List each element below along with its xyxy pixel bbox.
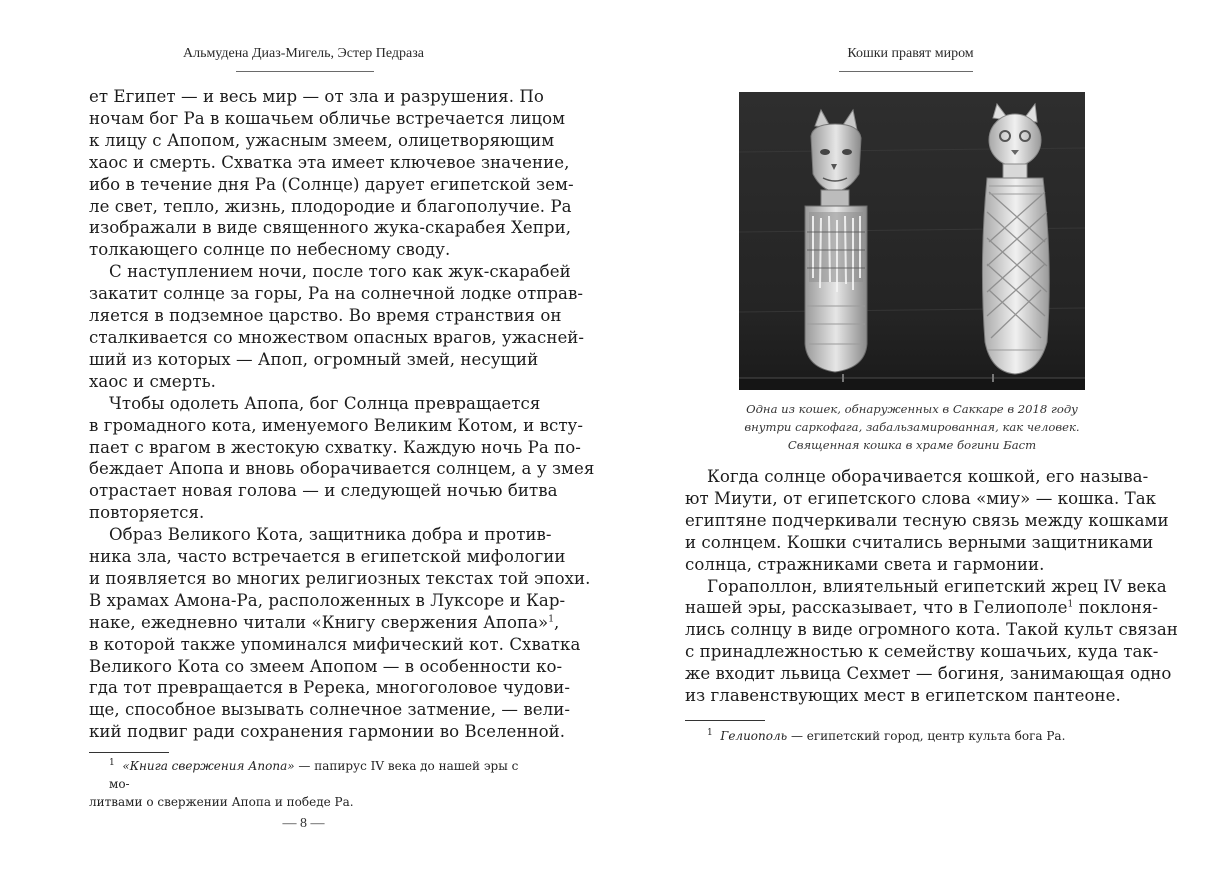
text-line: повторяется. [89, 503, 205, 523]
text-line: в громадного кота, именуемого Великим Котом, и всту- [89, 415, 584, 435]
text-line: ибо в течение дня Ра (Солнце) дарует египетской зем- [89, 174, 574, 194]
text-line: Когда солнце оборачивается кошкой, его называ- [707, 467, 1149, 486]
text-line: С наступлением ночи, после того как жук-скарабей [109, 262, 571, 282]
text-line: кий подвиг ради сохранения гармонии во Вселенной. [89, 722, 566, 742]
text-line: и солнцем. Кошки считались верными защитниками [685, 532, 1154, 552]
footnote-line: литвами о свержении Апопа и победе Ра. [89, 795, 354, 809]
text-line-tail: поклоня- [1073, 598, 1159, 618]
text-line: и появляется во многих религиозных текстах той эпохи. [89, 568, 591, 588]
text-line: лись солнцу в виде огромного кота. Такой культ связан [685, 620, 1178, 640]
text-line: с принадлежностью к семейству кошачьих, куда так- [685, 642, 1159, 662]
text-line: сталкивается со множеством опасных врагов, ужасней- [89, 327, 585, 347]
footnote-title: Гелиополь [720, 729, 788, 743]
footnote-rule [89, 752, 169, 753]
left-footnote [89, 757, 529, 811]
text-line: ший из которых — Апоп, огромный змей, несущий [89, 349, 539, 369]
footnote-line [89, 757, 529, 793]
footnote-number: 1 [707, 728, 713, 738]
text-line: египтяне подчеркивали тесную связь между кошками [685, 510, 1169, 530]
text-line: ще, способное вызывать солнечное затмение, — вели- [89, 700, 570, 720]
text-line: ле свет, тепло, жизнь, плодородие и благополучие. Ра [89, 196, 572, 216]
text-line [89, 612, 560, 634]
text-line: Гораполлон, влиятельный египетский жрец IV века [707, 576, 1167, 596]
text-line: гда тот превращается в Ререка, многоголовое чудови- [89, 678, 571, 698]
text-line: ночам бог Ра в кошачьем обличье встречается лицом [89, 108, 566, 128]
text-line: изображали в виде священного жука-скарабея Хепри, [89, 218, 572, 238]
footnote-number: 1 [109, 758, 115, 768]
text-line: отрастает новая голова — и следующей ночью битва [89, 481, 558, 501]
text-line: закатит солнце за горы, Ра на солнечной лодке отправ- [89, 284, 584, 304]
text-line: толкающего солнце по небесному своду. [89, 240, 451, 260]
text-line: Великого Кота со змеем Апопом — в особенности ко- [89, 656, 563, 676]
text-line: пает с врагом в жестокую схватку. Каждую ночь Ра по- [89, 437, 581, 457]
caption-line: Священная кошка в храме богини Баст [787, 438, 1037, 452]
left-running-head: Альмудена Диаз-Мигель, Эстер Педраза [182, 46, 425, 61]
text-line: ника зла, часто встречается в египетской мифологии [89, 547, 566, 567]
caption-line: Одна из кошек, обнаруженных в Саккаре в 2018 году [746, 402, 1078, 416]
text-line: ет Египет — и весь мир — от зла и разрушения. По [89, 87, 544, 106]
left-body-text [89, 86, 595, 743]
photo-illustration [739, 92, 1085, 390]
right-body-text [685, 466, 1178, 707]
text-line: в которой также упоминался мифический кот. Схватка [89, 634, 581, 654]
footnote-rule [685, 720, 765, 721]
mummified-cats-photo [739, 92, 1085, 390]
caption-line: внутри саркофага, забальзамированная, как человек. [744, 420, 1080, 434]
text-line: хаос и смерть. [89, 371, 216, 391]
text-line: Чтобы одолеть Апопа, бог Солнца превращается [109, 393, 541, 413]
text-line: В храмах Амона-Ра, расположенных в Луксоре и Кар- [89, 590, 566, 610]
footnote-title: «Книга свержения Апопа» [122, 759, 295, 773]
left-cat-mummy [805, 110, 867, 372]
text-line: из главенствующих мест в египетском пантеоне. [685, 686, 1121, 706]
footnote-ref-comma: , [554, 612, 560, 632]
footnote-line [685, 727, 1125, 745]
right-page [607, 0, 1214, 880]
right-cat-mummy [982, 104, 1049, 374]
text-line-content: нашей эры, рассказывает, что в Гелиополе [685, 598, 1068, 618]
text-line: хаос и смерть. Схватка эта имеет ключевое значение, [89, 152, 570, 172]
text-line: Образ Великого Кота, защитника добра и против- [109, 525, 552, 545]
footnote-ref: 1 [548, 614, 555, 625]
text-line: ляется в подземное царство. Во время странствия он [89, 306, 562, 326]
footnote-text: — египетский город, центр культа бога Ра. [787, 729, 1066, 743]
photo-caption [707, 400, 1117, 454]
text-line: солнца, стражниками света и гармонии. [685, 554, 1045, 574]
right-running-head-rule [839, 71, 973, 72]
footnote-text: — папирус IV века до нашей эры с мо- [109, 759, 519, 791]
text-line: беждает Апопа и вновь оборачивается солнцем, а у змея [89, 459, 595, 479]
right-running-head: Кошки правят миром [847, 46, 974, 61]
left-running-head-rule [236, 71, 374, 72]
footnote-ref: 1 [1067, 599, 1074, 610]
page-number: — 8 — [282, 816, 325, 831]
text-line: ют Миути, от египетского слова «миу» — кошка. Так [685, 488, 1157, 508]
text-line: же входит львица Сехмет — богиня, занимающая одно [685, 664, 1172, 684]
text-line [685, 597, 1159, 619]
right-footnote [685, 727, 1125, 745]
text-line-content: наке, ежедневно читали «Книгу свержения Апопа» [89, 612, 549, 632]
text-line: к лицу с Апопом, ужасным змеем, олицетворяющим [89, 130, 555, 150]
